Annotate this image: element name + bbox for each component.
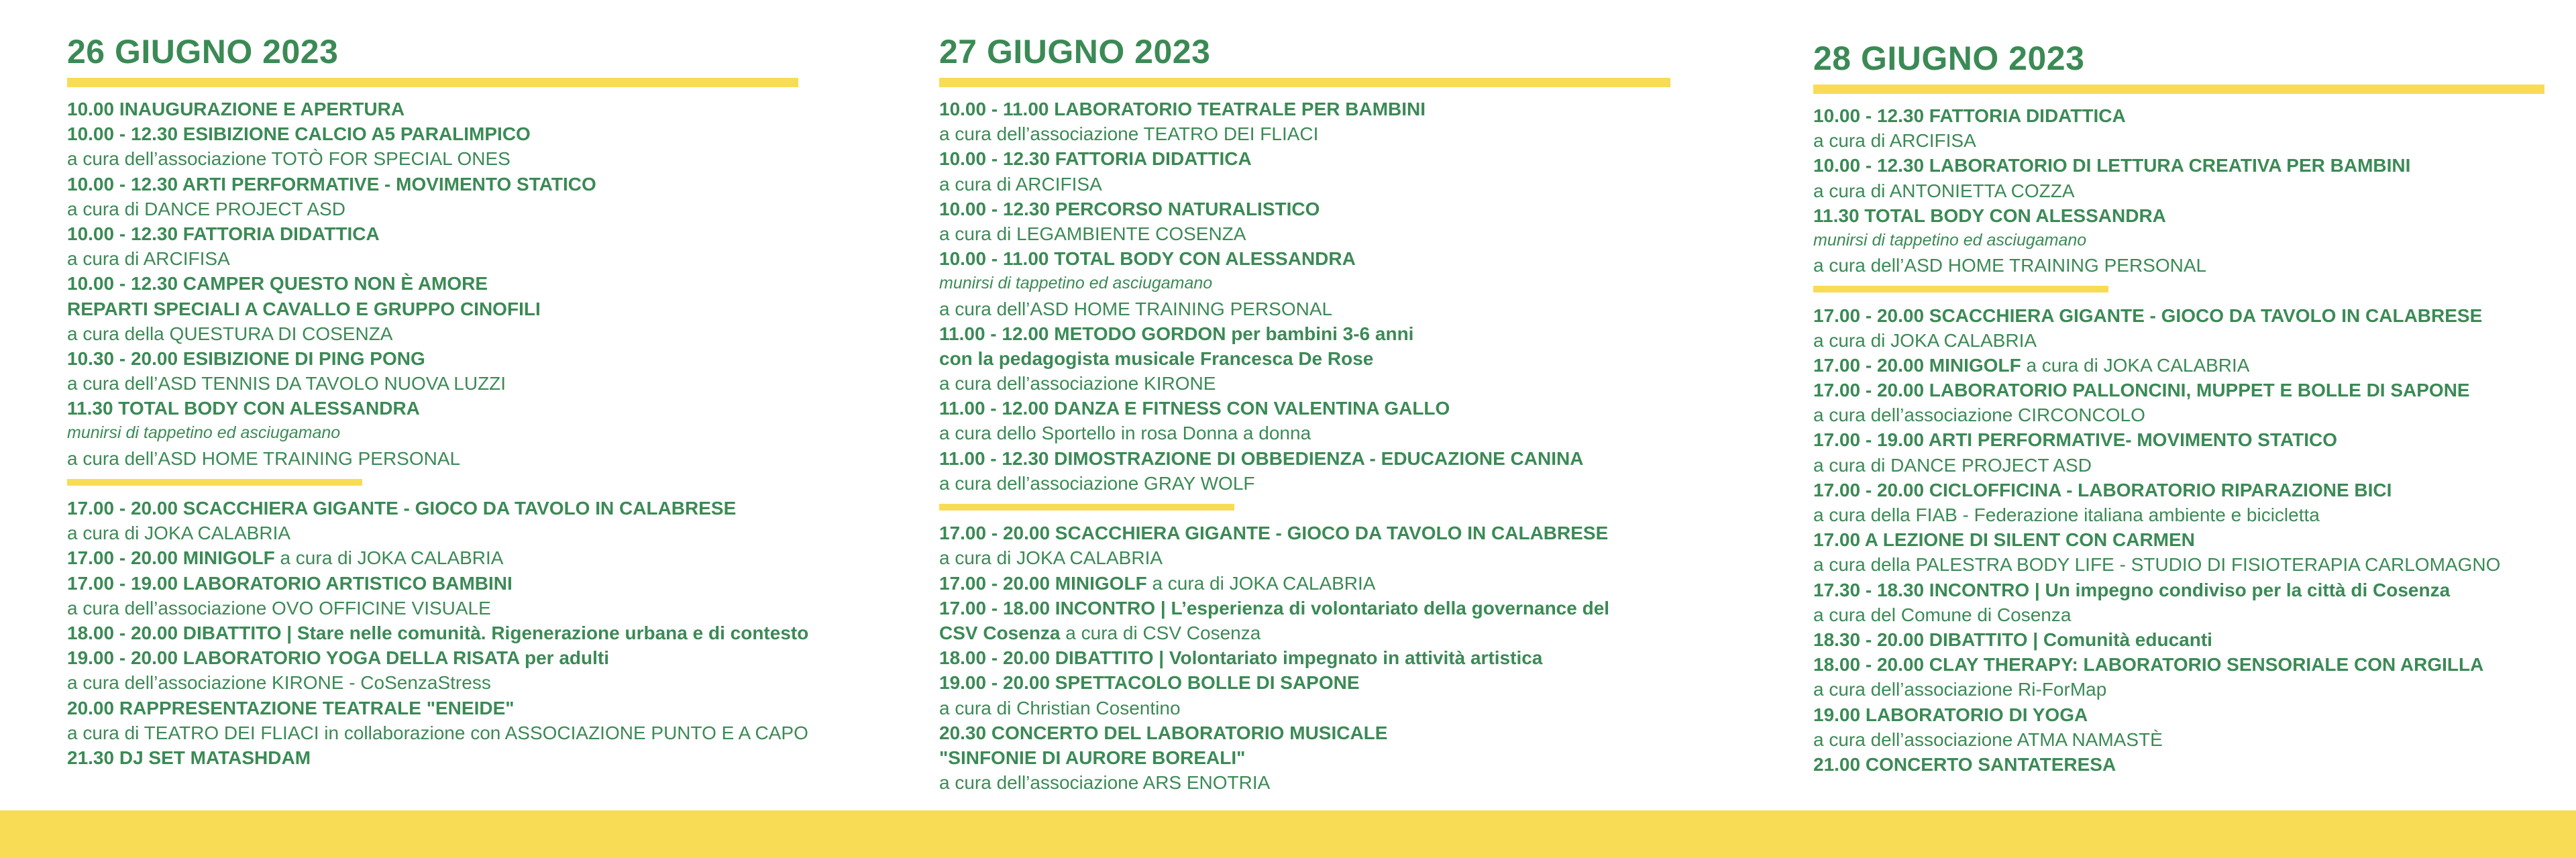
footer-band: [0, 810, 2576, 858]
event-organizer: a cura dell’ASD TENNIS DA TAVOLO NUOVA LUZZI: [67, 373, 506, 394]
divider-bar: [67, 479, 362, 486]
event-organizer: a cura dell’associazione TOTÒ FOR SPECIAL ONES: [67, 148, 511, 170]
event-organizer: a cura dell’associazione GRAY WOLF: [939, 472, 1255, 494]
event-organizer: a cura dell’associazione TEATRO DEI FLIACI: [939, 123, 1319, 145]
event-title: 17.00 - 19.00 ARTI PERFORMATIVE- MOVIMENTO STATICO: [1813, 429, 2338, 451]
event-organizer: a cura della PALESTRA BODY LIFE - STUDIO DI FISIOTERAPIA CARLOMAGNO: [1813, 554, 2501, 576]
event-title: 21.30 DJ SET MATASHDAM: [67, 747, 311, 768]
event-title: 10.00 - 12.30 PERCORSO NATURALISTICO: [939, 198, 1320, 219]
event-organizer: a cura della FIAB - Federazione italiana ambiente e bicicletta: [1813, 504, 2320, 525]
event-title: 10.00 - 12.30 LABORATORIO DI LETTURA CREATIVA PER BAMBINI: [1813, 155, 2411, 176]
event-title: 18.30 - 20.00 DIBATTITO | Comunità educanti: [1813, 629, 2212, 650]
event-organizer: a cura dello Sportello in rosa Donna a donna: [939, 423, 1311, 444]
event-title: con la pedagogista musicale Francesca De Rose: [939, 347, 1374, 369]
event-title: 19.00 - 20.00 SPETTACOLO BOLLE DI SAPONE: [939, 672, 1360, 694]
event-organizer: a cura di JOKA CALABRIA: [274, 547, 504, 569]
event-title: 10.00 - 12.30 ARTI PERFORMATIVE - MOVIMENTO STATICO: [67, 173, 596, 195]
event-title: 17.00 - 20.00 SCACCHIERA GIGANTE - GIOCO DA TAVOLO IN CALABRESE: [67, 498, 737, 519]
event-title: 11.30 TOTAL BODY CON ALESSANDRA: [67, 398, 420, 419]
event-organizer: a cura dell’associazione ATMA NAMASTÈ: [1813, 729, 2163, 750]
schedule-entry: [67, 545, 805, 570]
event-title: 17.00 - 20.00 MINIGOLF: [67, 547, 275, 569]
event-title: 19.00 - 20.00 LABORATORIO YOGA DELLA RISATA per adulti: [67, 647, 609, 669]
event-organizer: a cura di ARCIFISA: [939, 173, 1102, 195]
event-organizer: a cura di TEATRO DEI FLIACI in collaborazione con ASSOCIAZIONE PUNTO E A CAPO: [67, 722, 808, 743]
event-title: "SINFONIE DI AURORE BOREALI": [939, 747, 1246, 768]
event-note: munirsi di tappetino ed asciugamano: [939, 274, 1213, 293]
event-title: 18.00 - 20.00 DIBATTITO | Stare nelle comunità. Rigenerazione urbana e di contesto: [67, 622, 809, 643]
event-note: munirsi di tappetino ed asciugamano: [1813, 230, 2087, 250]
event-title: CSV Cosenza: [939, 622, 1061, 643]
divider-bar: [1813, 286, 2108, 292]
event-organizer: a cura dell’associazione Ri-ForMap: [1813, 679, 2107, 700]
event-title: 17.00 - 20.00 SCACCHIERA GIGANTE - GIOCO DA TAVOLO IN CALABRESE: [1813, 305, 2483, 326]
event-title: 17.00 A LEZIONE DI SILENT CON CARMEN: [1813, 529, 2195, 551]
event-title: REPARTI SPECIALI A CAVALLO E GRUPPO CINOFILI: [67, 298, 541, 319]
event-organizer: a cura dell’ASD HOME TRAINING PERSONAL: [1813, 255, 2207, 276]
event-title: 10.00 - 12.30 FATTORIA DIDATTICA: [1813, 105, 2126, 126]
event-organizer: a cura di CSV Cosenza: [1060, 622, 1261, 643]
event-title: 19.00 LABORATORIO DI YOGA: [1813, 704, 2088, 725]
event-organizer: a cura del Comune di Cosenza: [1813, 604, 2072, 625]
title-underline: [1813, 85, 2544, 94]
event-title: 17.00 - 20.00 MINIGOLF: [939, 572, 1147, 594]
event-organizer: a cura di JOKA CALABRIA: [1813, 329, 2037, 351]
event-title: 10.30 - 20.00 ESIBIZIONE DI PING PONG: [67, 347, 425, 369]
event-organizer: a cura di DANCE PROJECT ASD: [67, 198, 345, 219]
event-title: 10.00 - 12.30 FATTORIA DIDATTICA: [67, 223, 380, 244]
day-title: 27 GIUGNO 2023: [939, 33, 1211, 70]
event-organizer: a cura di ARCIFISA: [67, 248, 230, 270]
event-title: 20.30 CONCERTO DEL LABORATORIO MUSICALE: [939, 722, 1388, 743]
event-title: 10.00 - 11.00 LABORATORIO TEATRALE PER BAMBINI: [939, 99, 1426, 119]
event-organizer: a cura di DANCE PROJECT ASD: [1813, 454, 2092, 476]
divider-bar: [939, 504, 1234, 511]
event-title: 10.00 - 11.00 TOTAL BODY CON ALESSANDRA: [939, 248, 1356, 270]
event-organizer: a cura della QUESTURA DI COSENZA: [67, 323, 393, 344]
event-organizer: a cura di Christian Cosentino: [939, 697, 1181, 718]
day-title: 28 GIUGNO 2023: [1813, 40, 2085, 77]
event-organizer: a cura di JOKA CALABRIA: [939, 547, 1163, 569]
event-organizer: a cura dell’associazione ARS ENOTRIA: [939, 772, 1271, 794]
event-title: 17.00 - 20.00 SCACCHIERA GIGANTE - GIOCO DA TAVOLO IN CALABRESE: [939, 523, 1609, 544]
event-title: 17.30 - 18.30 INCONTRO | Un impegno condiviso per la città di Cosenza: [1813, 579, 2451, 600]
event-organizer: a cura dell’associazione KIRONE: [939, 373, 1216, 394]
event-title: 10.00 - 12.30 ESIBIZIONE CALCIO A5 PARALIMPICO: [67, 123, 531, 145]
section-divider: [939, 496, 1677, 521]
event-organizer: a cura di LEGAMBIENTE COSENZA: [939, 223, 1246, 244]
event-title: 18.00 - 20.00 CLAY THERAPY: LABORATORIO SENSORIALE CON ARGILLA: [1813, 654, 2484, 676]
schedule-entry: [1813, 353, 2551, 378]
event-title: 17.00 - 20.00 CICLOFFICINA - LABORATORIO RIPARAZIONE BICI: [1813, 479, 2392, 500]
event-organizer: a cura di ARCIFISA: [1813, 130, 1976, 152]
event-title: 17.00 - 20.00 LABORATORIO PALLONCINI, MUPPET E BOLLE DI SAPONE: [1813, 380, 2470, 401]
event-title: 17.00 - 20.00 MINIGOLF: [1813, 354, 2021, 376]
section-divider: [1813, 278, 2551, 303]
title-underline: [939, 78, 1670, 87]
day-title: 26 GIUGNO 2023: [67, 33, 339, 70]
event-title: 10.00 INAUGURAZIONE E APERTURA: [67, 99, 405, 119]
event-organizer: a cura dell’ASD HOME TRAINING PERSONAL: [67, 447, 461, 469]
schedule-entry: [939, 621, 1677, 645]
schedule-list: [1813, 103, 2551, 777]
event-note: munirsi di tappetino ed asciugamano: [67, 423, 341, 443]
section-divider: [67, 471, 805, 496]
event-organizer: a cura di ANTONIETTA COZZA: [1813, 180, 2075, 201]
event-organizer: a cura di JOKA CALABRIA: [2021, 354, 2250, 376]
event-organizer: a cura dell’associazione OVO OFFICINE VISUALE: [67, 597, 491, 619]
event-title: 11.00 - 12.00 DANZA E FITNESS CON VALENTINA GALLO: [939, 398, 1450, 419]
schedule-entry: [939, 571, 1677, 596]
event-title: 11.00 - 12.00 METODO GORDON per bambini 3-6 anni: [939, 323, 1414, 344]
event-organizer: a cura dell’associazione KIRONE - CoSenzaStress: [67, 672, 491, 694]
schedule-list: [67, 97, 809, 770]
title-underline: [67, 78, 798, 87]
event-title: 21.00 CONCERTO SANTATERESA: [1813, 753, 2116, 775]
event-title: 20.00 RAPPRESENTAZIONE TEATRALE "ENEIDE": [67, 697, 515, 718]
event-title: 10.00 - 12.30 CAMPER QUESTO NON È AMORE: [67, 273, 488, 294]
event-title: 10.00 - 12.30 FATTORIA DIDATTICA: [939, 148, 1252, 170]
event-organizer: a cura dell’ASD HOME TRAINING PERSONAL: [939, 298, 1333, 319]
event-organizer: a cura di JOKA CALABRIA: [1146, 572, 1376, 594]
event-organizer: a cura dell’associazione CIRCONCOLO: [1813, 405, 2145, 426]
event-title: 11.30 TOTAL BODY CON ALESSANDRA: [1813, 205, 2166, 226]
event-title: 18.00 - 20.00 DIBATTITO | Volontariato impegnato in attività artistica: [939, 647, 1543, 669]
event-organizer: a cura di JOKA CALABRIA: [67, 523, 291, 544]
event-title: 17.00 - 19.00 LABORATORIO ARTISTICO BAMBINI: [67, 572, 513, 594]
event-title: 17.00 - 18.00 INCONTRO | L’esperienza di volontariato della governance del: [939, 597, 1610, 619]
event-title: 11.00 - 12.30 DIMOSTRAZIONE DI OBBEDIENZA - EDUCAZIONE CANINA: [939, 447, 1584, 469]
schedule-list: [939, 97, 1677, 795]
